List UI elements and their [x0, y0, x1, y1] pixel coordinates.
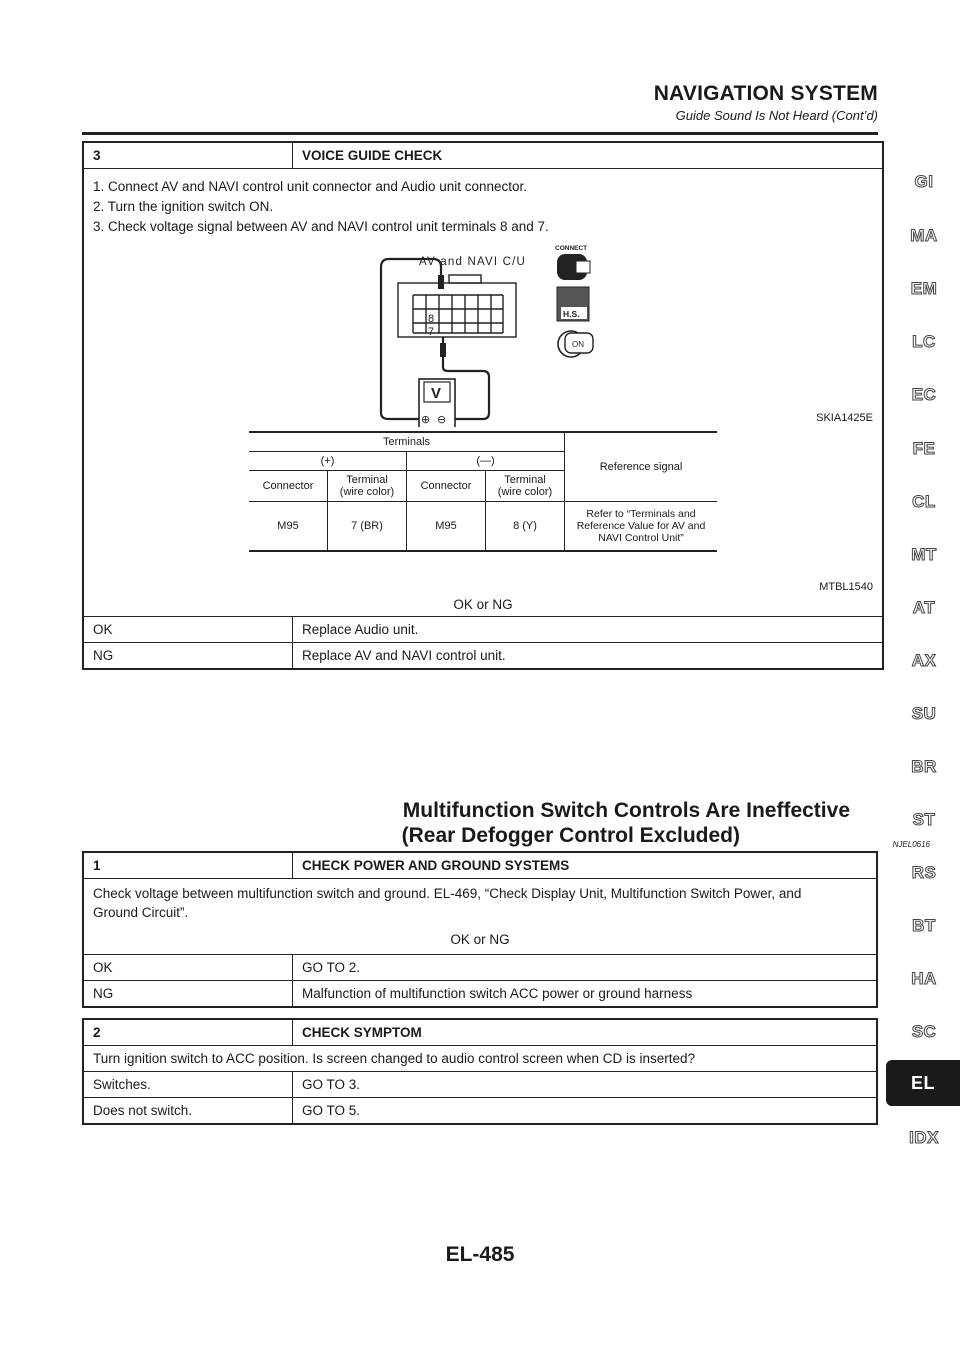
- step2-result-noswitch-key: Does not switch.: [83, 1098, 293, 1125]
- connector-diagram-svg: [93, 237, 873, 427]
- tab-rs[interactable]: RS: [911, 863, 937, 882]
- step3-instruction-3: 3. Check voltage signal between AV and NAVI control unit terminals 8 and 7.: [93, 219, 549, 234]
- svg-text:ON: ON: [572, 340, 584, 349]
- step2-result-switch-value: GO TO 3.: [293, 1072, 878, 1098]
- tab-fe[interactable]: FE: [912, 439, 936, 458]
- tab-ha[interactable]: HA: [911, 969, 937, 988]
- step1-text: Check voltage between multifunction switch and ground. EL-469, “Check Display Unit, Multifunction Switch Power, and Ground Circuit”.: [93, 886, 802, 920]
- pin-8-label: 8: [428, 313, 435, 325]
- tab-br[interactable]: BR: [911, 757, 937, 776]
- tab-at[interactable]: AT: [912, 598, 936, 617]
- step1-number: 1: [83, 852, 293, 879]
- step2-result-switch-key: Switches.: [83, 1072, 293, 1098]
- connector-icon: [398, 275, 516, 337]
- step3-table: [82, 141, 884, 670]
- connector-diagram: [93, 237, 873, 427]
- minus-terminal-header: Terminal (wire color): [486, 471, 565, 502]
- step3-ok-or-ng: OK or NG: [453, 597, 513, 612]
- page-subtitle: Guide Sound Is Not Heard (Cont’d): [675, 108, 878, 123]
- terminals-header: Terminals: [249, 432, 565, 452]
- tab-cl[interactable]: CL: [912, 492, 936, 511]
- section-id: NJEL0616: [892, 840, 930, 849]
- step3-result-ng-key: NG: [83, 643, 293, 670]
- header-rule: [82, 132, 878, 135]
- step2-table: [82, 1018, 878, 1125]
- step1-table: [82, 851, 878, 1008]
- plus-terminal-header: Terminal (wire color): [328, 471, 407, 502]
- step3-title: VOICE GUIDE CHECK: [293, 142, 884, 169]
- reference-value: Refer to “Terminals and Reference Value for AV and NAVI Control Unit”: [576, 508, 706, 544]
- tab-st[interactable]: ST: [912, 810, 936, 829]
- minus-terminal-value: 8 (Y): [486, 502, 565, 552]
- tab-el-active[interactable]: EL: [886, 1060, 960, 1106]
- harness-side-icon: [557, 287, 589, 321]
- probe-plus: [438, 275, 444, 289]
- step1-title: CHECK POWER AND GROUND SYSTEMS: [293, 852, 878, 879]
- unit-label: AV and NAVI C/U: [419, 256, 527, 268]
- step1-ok-or-ng: OK or NG: [450, 932, 510, 947]
- step3-instruction-2: 2. Turn the ignition switch ON.: [93, 199, 274, 214]
- page-number: EL-485: [445, 1243, 515, 1266]
- section-title-line2: (Rear Defogger Control Excluded): [401, 824, 740, 847]
- step1-result-ng-value: Malfunction of multifunction switch ACC power or ground harness: [293, 981, 878, 1008]
- svg-text:CONNECT: CONNECT: [555, 245, 588, 252]
- reference-signal-header: Reference signal: [599, 461, 683, 473]
- plus-connector-value: M95: [249, 502, 328, 552]
- step3-number: 3: [83, 142, 293, 169]
- minus-connector-value: M95: [407, 502, 486, 552]
- step3-result-ok-value: Replace Audio unit.: [293, 617, 884, 643]
- section-title: [0, 798, 850, 848]
- step1-result-ok-value: GO TO 2.: [293, 955, 878, 981]
- terminal-table-figure: [93, 431, 873, 591]
- voltmeter-icon: [419, 379, 455, 427]
- tab-su[interactable]: SU: [911, 704, 937, 723]
- section-title-line1: Multifunction Switch Controls Are Ineffective: [402, 799, 850, 822]
- plus-connector-header: Connector: [249, 471, 328, 502]
- step3-instruction-1: 1. Connect AV and NAVI control unit connector and Audio unit connector.: [93, 179, 528, 194]
- plus-terminal-value: 7 (BR): [328, 502, 407, 552]
- probe-minus: [440, 343, 446, 357]
- minus-terminal-icon: ⊖: [437, 413, 447, 426]
- step1-result-ok-key: OK: [83, 955, 293, 981]
- figure-id-mtbl: MTBL1540: [819, 581, 873, 593]
- figure-id-skia: SKIA1425E: [816, 412, 873, 424]
- tab-bt[interactable]: BT: [912, 916, 936, 935]
- page-header: [0, 82, 878, 123]
- tab-mt[interactable]: MT: [911, 545, 937, 564]
- terminal-table: [249, 431, 717, 552]
- svg-text:H.S.: H.S.: [563, 309, 580, 319]
- voltmeter-label: V: [431, 385, 442, 402]
- tab-ma[interactable]: MA: [910, 226, 938, 245]
- tab-ec[interactable]: EC: [911, 385, 937, 404]
- plus-terminal-icon: ⊕: [421, 413, 431, 426]
- plus-header: (+): [249, 452, 407, 471]
- tab-sc[interactable]: SC: [911, 1022, 937, 1041]
- minus-connector-header: Connector: [407, 471, 486, 502]
- step3-result-ng-value: Replace AV and NAVI control unit.: [293, 643, 884, 670]
- pin-7-label: 7: [428, 326, 435, 338]
- tab-gi[interactable]: GI: [914, 172, 934, 191]
- step1-result-ng-key: NG: [83, 981, 293, 1008]
- minus-header: (—): [407, 452, 565, 471]
- step1-body: [83, 879, 877, 955]
- step2-number: 2: [83, 1019, 293, 1046]
- step2-title: CHECK SYMPTOM: [293, 1019, 878, 1046]
- tab-ax[interactable]: AX: [911, 651, 937, 670]
- step2-text: Turn ignition switch to ACC position. Is screen changed to audio control screen when CD is inserted?: [83, 1046, 877, 1072]
- tab-idx[interactable]: IDX: [909, 1128, 939, 1147]
- step3-result-ok-key: OK: [83, 617, 293, 643]
- page-title: NAVIGATION SYSTEM: [653, 82, 878, 105]
- tab-em[interactable]: EM: [910, 279, 938, 298]
- step2-result-noswitch-value: GO TO 5.: [293, 1098, 878, 1125]
- tab-lc[interactable]: LC: [912, 332, 936, 351]
- step3-body: [83, 169, 883, 617]
- ignition-on-icon: [558, 331, 593, 357]
- connect-icon: [555, 245, 590, 280]
